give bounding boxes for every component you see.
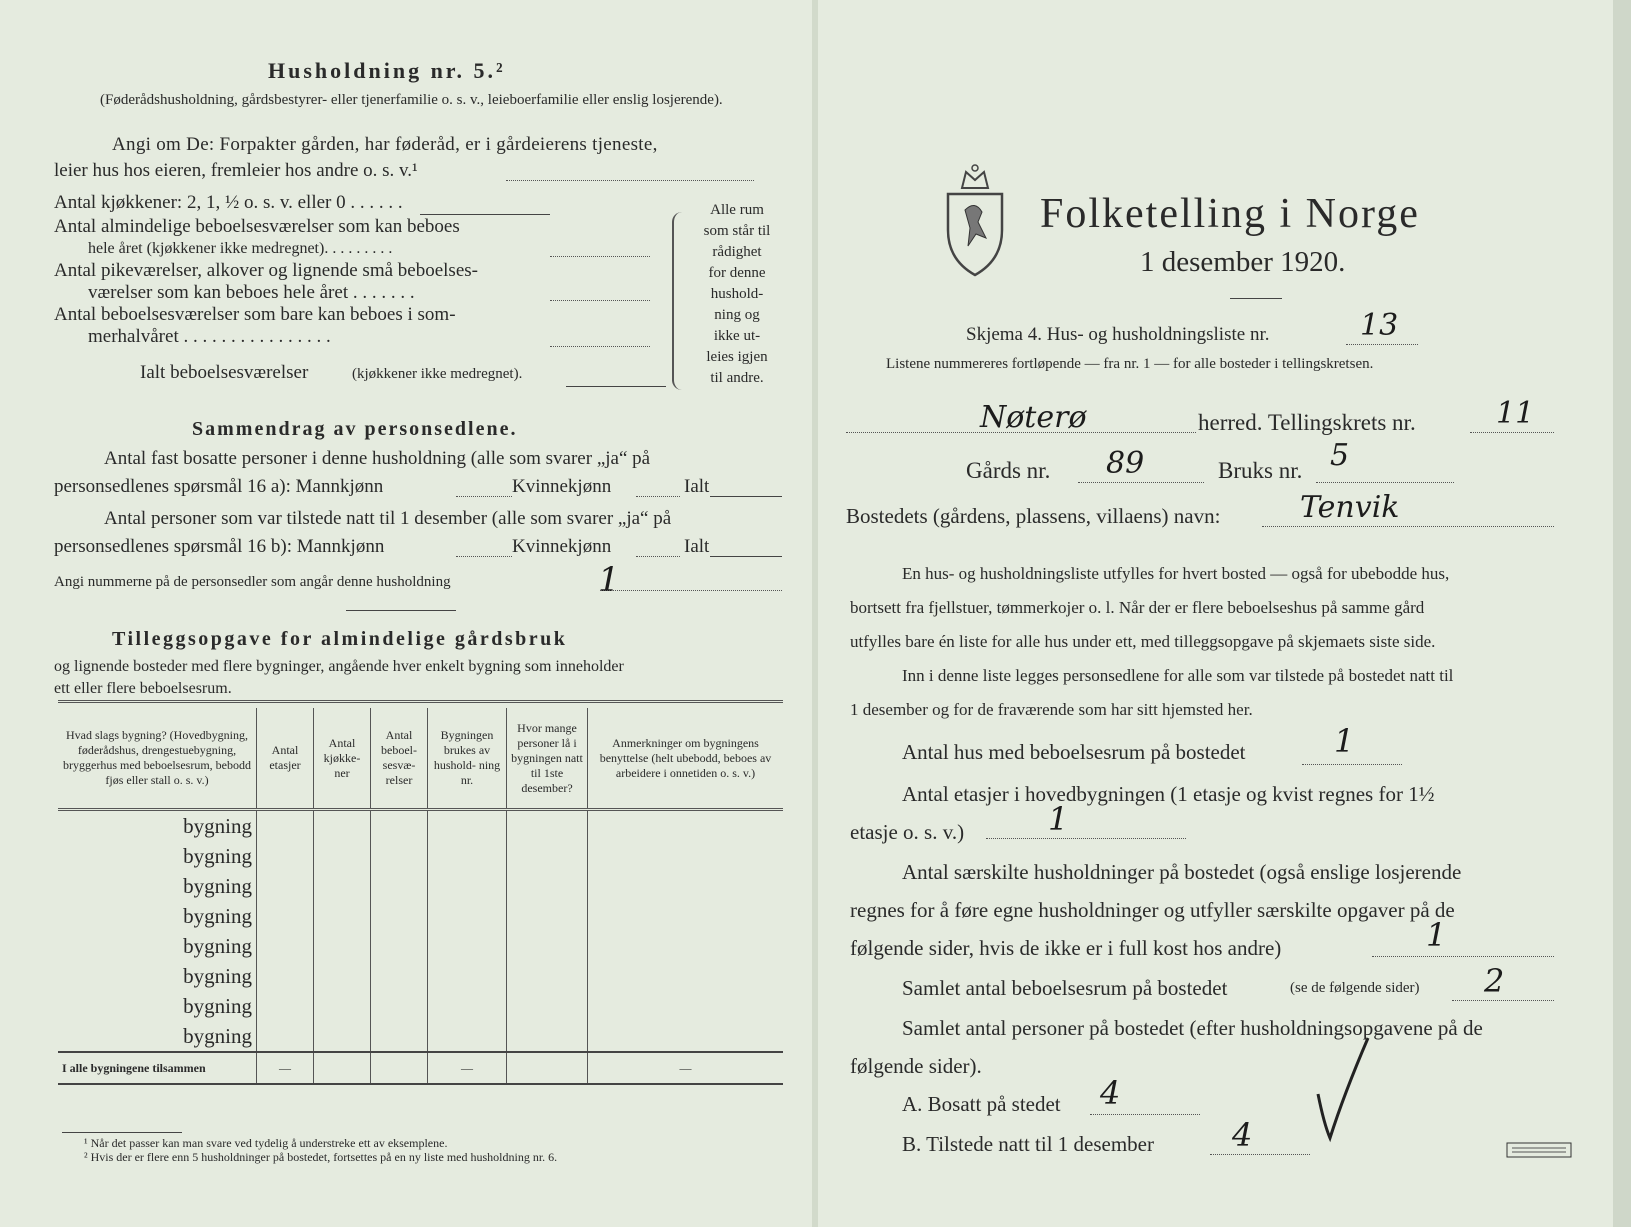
cell[interactable]: [314, 1021, 371, 1052]
q-hush-line1: Antal særskilte husholdninger på bostedet (også enslige losjerende: [902, 860, 1462, 884]
footnote-rule: [62, 1132, 182, 1133]
total-row-label: I alle bygningene tilsammen: [58, 1052, 257, 1084]
cell[interactable]: [507, 961, 588, 991]
q-rum-field[interactable]: [1452, 1000, 1554, 1001]
footnote-2: ² Hvis der er flere enn 5 husholdninger på bostedet, fortsettes på en ny liste med husholdning nr. 6.: [84, 1150, 558, 1164]
cell[interactable]: [371, 991, 428, 1021]
q-rum-label: Samlet antal beboelsesrum på bostedet: [902, 976, 1228, 1000]
herred-field[interactable]: [846, 432, 1196, 433]
table-row: [58, 841, 783, 871]
cell[interactable]: [371, 841, 428, 871]
rooms-total-field[interactable]: [566, 386, 666, 387]
skjema-label: Skjema 4. Hus- og husholdningsliste nr.: [966, 324, 1270, 345]
col-rooms: Antal beboel- sesvæ- relser: [371, 708, 428, 810]
q-pers-line2: følgende sider).: [850, 1054, 982, 1078]
cell[interactable]: [314, 961, 371, 991]
summary-a-ialt: Ialt: [684, 476, 710, 497]
building-label: bygning: [183, 873, 252, 898]
building-label: bygning: [183, 813, 252, 838]
table-top-rule: [58, 700, 783, 703]
a-value[interactable]: 4: [1100, 1074, 1121, 1112]
col-persons: Hvor mange personer lå i bygningen natt til 1ste desember?: [507, 708, 588, 810]
kitchens-field[interactable]: [420, 214, 550, 215]
household-title: Husholdning nr. 5.²: [268, 58, 506, 83]
bruks-value[interactable]: 5: [1330, 438, 1350, 473]
cell[interactable]: [314, 841, 371, 871]
total-kitchens[interactable]: [314, 1052, 371, 1084]
tillegg-text-1: og lignende bosteder med flere bygninger, angående hver enkelt bygning som inneholder: [54, 658, 624, 675]
q-hus-label: Antal hus med beboelsesrum på bostedet: [902, 740, 1246, 764]
info-5: 1 desember og for de fraværende som har sitt hjemsted her.: [850, 700, 1253, 719]
q-etasjer-line1: Antal etasjer i hovedbygningen (1 etasje og kvist regnes for 1½: [902, 782, 1435, 806]
rooms-all-year-field[interactable]: [550, 256, 650, 257]
household-subtitle: (Føderådshusholdning, gårdsbestyrer- eller tjenerfamilie o. s. v., leieboerfamilie eller enslig losjerende).: [100, 92, 723, 108]
q-hush-line2: regnes for å føre egne husholdninger og utfyller særskilte opgaver på de: [850, 898, 1455, 922]
angi-numre-value[interactable]: 1: [598, 560, 620, 600]
cell[interactable]: [371, 1021, 428, 1052]
page-edge: [1613, 0, 1631, 1227]
cell[interactable]: [314, 991, 371, 1021]
skjema-value[interactable]: 13: [1360, 308, 1399, 343]
cell[interactable]: [428, 961, 507, 991]
cell[interactable]: [507, 810, 588, 842]
cell[interactable]: [588, 841, 784, 871]
building-label: bygning: [183, 843, 252, 868]
col-building-type: Hvad slags bygning? (Hovedbygning, føderådshus, drengestuebygning, bryggerhus med beboelsesrum, bebodd fjøs eller stall o. s. v.): [58, 708, 257, 810]
summary-b-line1: Antal personer som var tilstede natt til 1 desember (alle som svarer „ja“ på: [104, 508, 672, 529]
summary-a-male-field[interactable]: [456, 496, 512, 497]
q-hus-value[interactable]: 1: [1334, 722, 1355, 760]
printer-stamp-icon: [1506, 1142, 1572, 1158]
small-rooms-field[interactable]: [550, 300, 650, 301]
cell[interactable]: [507, 1021, 588, 1052]
summary-a-total-field[interactable]: [710, 496, 782, 497]
b-label: B. Tilstede natt til 1 desember: [902, 1132, 1154, 1156]
cell[interactable]: [257, 901, 314, 931]
cell[interactable]: [257, 961, 314, 991]
cell[interactable]: [507, 931, 588, 961]
total-persons[interactable]: [507, 1052, 588, 1084]
bosted-field[interactable]: [1262, 526, 1554, 527]
cell[interactable]: [314, 810, 371, 842]
info-4: Inn i denne liste legges personsedlene for alle som var tilstede på bostedet natt til: [902, 666, 1454, 685]
footnote-1: ¹ Når det passer kan man svare ved tydelig å understreke ett av eksemplene.: [84, 1136, 448, 1150]
summary-b-male-field[interactable]: [456, 556, 512, 557]
tillegg-text-2: ett eller flere beboelsesrum.: [54, 680, 232, 697]
table-row: [58, 1021, 783, 1052]
gards-field[interactable]: [1078, 482, 1204, 483]
cell[interactable]: [507, 901, 588, 931]
cell[interactable]: [257, 841, 314, 871]
cell[interactable]: [371, 961, 428, 991]
herred-label: herred. Tellingskrets nr.: [1198, 410, 1416, 435]
cell[interactable]: [257, 931, 314, 961]
cell[interactable]: [428, 871, 507, 901]
cell[interactable]: [588, 991, 784, 1021]
ask-line-2: leier hus hos eieren, fremleier hos andre o. s. v.¹: [54, 160, 418, 181]
bruks-label: Bruks nr.: [1218, 458, 1303, 483]
info-1: En hus- og husholdningsliste utfylles for hvert bosted — også for ubebodde hus,: [902, 564, 1450, 583]
rooms-line-4: Antal pikeværelser, alkover og lignende små beboelses-: [54, 260, 478, 281]
cell[interactable]: [371, 810, 428, 842]
cell[interactable]: [428, 841, 507, 871]
brace-bracket: [672, 212, 684, 390]
brace-note: Alle rum som står til rådighet for denne hushold- ning og ikke ut- leies igjen til andre.: [703, 202, 771, 386]
rooms-line-6: Antal beboelsesværelser som bare kan beboes i som-: [54, 304, 456, 325]
total-floors[interactable]: —: [257, 1052, 314, 1084]
q-pers-line1: Samlet antal personer på bostedet (efter husholdningsopgavene på de: [902, 1016, 1483, 1040]
bosted-value[interactable]: Tenvik: [1300, 490, 1400, 525]
summary-title: Sammendrag av personsedlene.: [192, 418, 518, 440]
rooms-total-label: Ialt beboelsesværelser: [140, 362, 309, 383]
summary-b-total-field[interactable]: [710, 556, 782, 557]
summary-b-line2: personsedlenes spørsmål 16 b): Mannkjønn: [54, 536, 385, 557]
info-2: bortsett fra fjellstuer, tømmerkojer o. l. Når der er flere beboelseshus på samme gård: [850, 598, 1425, 617]
rooms-line-3: hele året (kjøkkener ikke medregnet). . . . . . . . .: [88, 240, 393, 257]
cell[interactable]: [588, 1021, 784, 1052]
col-kitchens: Antal kjøkke- ner: [314, 708, 371, 810]
angi-numre-field[interactable]: [600, 590, 782, 591]
table-row: [58, 931, 783, 961]
a-field[interactable]: [1090, 1114, 1200, 1115]
cell[interactable]: [314, 901, 371, 931]
buildings-table: [58, 708, 783, 1085]
table-row: [58, 871, 783, 901]
cell[interactable]: [428, 810, 507, 842]
cell[interactable]: [588, 931, 784, 961]
summary-b-ialt: Ialt: [684, 536, 710, 557]
cell[interactable]: [507, 991, 588, 1021]
summary-a-line1: Antal fast bosatte personer i denne husholdning (alle som svarer „ja“ på: [104, 448, 651, 469]
col-floors: Antal etasjer: [257, 708, 314, 810]
krets-field[interactable]: [1470, 432, 1554, 433]
table-row: [58, 991, 783, 1021]
b-value[interactable]: 4: [1232, 1116, 1253, 1154]
q-etasjer-line2: etasje o. s. v.): [850, 820, 965, 844]
q-rum-value[interactable]: 2: [1484, 962, 1505, 1000]
cell[interactable]: [507, 841, 588, 871]
section-divider: [346, 610, 456, 611]
table-row: [58, 961, 783, 991]
cell[interactable]: [371, 871, 428, 901]
total-household[interactable]: —: [428, 1052, 507, 1084]
cell[interactable]: [257, 1021, 314, 1052]
table-row: [58, 901, 783, 931]
a-label: A. Bosatt på stedet: [902, 1092, 1061, 1116]
summer-rooms-field[interactable]: [550, 346, 650, 347]
summary-a-female-field[interactable]: [636, 496, 680, 497]
table-total-row: [58, 1052, 783, 1084]
rooms-line-5: værelser som kan beboes hele året . . . . . . .: [88, 282, 415, 303]
cell[interactable]: [588, 810, 784, 842]
cell[interactable]: [371, 931, 428, 961]
cell[interactable]: [588, 961, 784, 991]
q-hush-field[interactable]: [1372, 956, 1554, 957]
cell[interactable]: [507, 871, 588, 901]
skjema-field[interactable]: [1346, 344, 1418, 345]
info-3: utfylles bare én liste for alle hus under ett, med tilleggsopgave på skjemaets siste side.: [850, 632, 1436, 651]
total-rooms[interactable]: [371, 1052, 428, 1084]
summary-b-female-field[interactable]: [636, 556, 680, 557]
cell[interactable]: [257, 871, 314, 901]
cell[interactable]: [588, 901, 784, 931]
table-row: [58, 810, 783, 842]
rooms-total-note: (kjøkkener ikke medregnet).: [352, 366, 523, 382]
building-label: bygning: [183, 993, 252, 1018]
cell[interactable]: [257, 991, 314, 1021]
b-field[interactable]: [1210, 1154, 1310, 1155]
summary-b-kvinne: Kvinnekjønn: [512, 536, 612, 557]
cell[interactable]: [428, 1021, 507, 1052]
krets-value[interactable]: 11: [1496, 396, 1535, 431]
angi-numre-label: Angi nummerne på de personsedler som angår denne husholdning: [54, 574, 451, 590]
ask-line-1: Angi om De: Forpakter gården, har føderåd, er i gårdeierens tjeneste,: [112, 134, 658, 155]
q-hus-field[interactable]: [1302, 764, 1402, 765]
q-rum-note: (se de følgende sider): [1290, 980, 1420, 996]
census-title: Folketelling i Norge: [1040, 191, 1420, 237]
coat-of-arms-icon: [940, 160, 1010, 280]
rooms-line-7: merhalvåret . . . . . . . . . . . . . . . .: [88, 326, 331, 347]
q-etasjer-field[interactable]: [986, 838, 1186, 839]
rooms-line-1: Antal kjøkkener: 2, 1, ½ o. s. v. eller 0 . . . . . .: [54, 192, 403, 213]
listene-note: Listene nummereres fortløpende — fra nr. 1 — for alle bosteder i tellingskretsen.: [886, 356, 1374, 372]
q-hush-line3: følgende sider, hvis de ikke er i full kost hos andre): [850, 936, 1282, 960]
cell[interactable]: [428, 901, 507, 931]
cell[interactable]: [588, 871, 784, 901]
q-hush-value[interactable]: 1: [1426, 916, 1447, 954]
cell[interactable]: [371, 901, 428, 931]
cell[interactable]: [428, 991, 507, 1021]
total-remarks[interactable]: —: [588, 1052, 784, 1084]
herred-value[interactable]: Nøterø: [980, 400, 1087, 435]
building-label: bygning: [183, 963, 252, 988]
cell[interactable]: [314, 931, 371, 961]
gards-value[interactable]: 89: [1106, 446, 1145, 481]
gards-label: Gårds nr.: [966, 458, 1051, 483]
cell[interactable]: [428, 931, 507, 961]
summary-a-kvinne: Kvinnekjønn: [512, 476, 612, 497]
building-label: bygning: [183, 1023, 252, 1048]
col-household-no: Bygningen brukes av hushold- ning nr.: [428, 708, 507, 810]
summary-a-line2: personsedlenes spørsmål 16 a): Mannkjønn: [54, 476, 384, 497]
col-remarks: Anmerkninger om bygningens benyttelse (helt ubebodd, beboes av arbeidere i onnetiden o. s. v.): [588, 708, 784, 810]
cell[interactable]: [314, 871, 371, 901]
bosted-label: Bostedets (gårdens, plassens, villaens) navn:: [846, 504, 1221, 528]
building-label: bygning: [183, 903, 252, 928]
tillegg-title: Tilleggsopgave for almindelige gårdsbruk: [112, 628, 568, 650]
title-rule: [1230, 298, 1282, 299]
q-etasjer-value[interactable]: 1: [1048, 800, 1069, 838]
page-fold: [812, 0, 818, 1227]
rooms-line-2: Antal almindelige beboelsesværelser som kan beboes: [54, 216, 460, 237]
cell[interactable]: [257, 810, 314, 842]
building-label: bygning: [183, 933, 252, 958]
census-date: 1 desember 1920.: [1140, 246, 1346, 278]
bruks-field[interactable]: [1316, 482, 1454, 483]
checkmark-icon: [1314, 1034, 1374, 1144]
ask-answer-line[interactable]: [506, 180, 754, 181]
